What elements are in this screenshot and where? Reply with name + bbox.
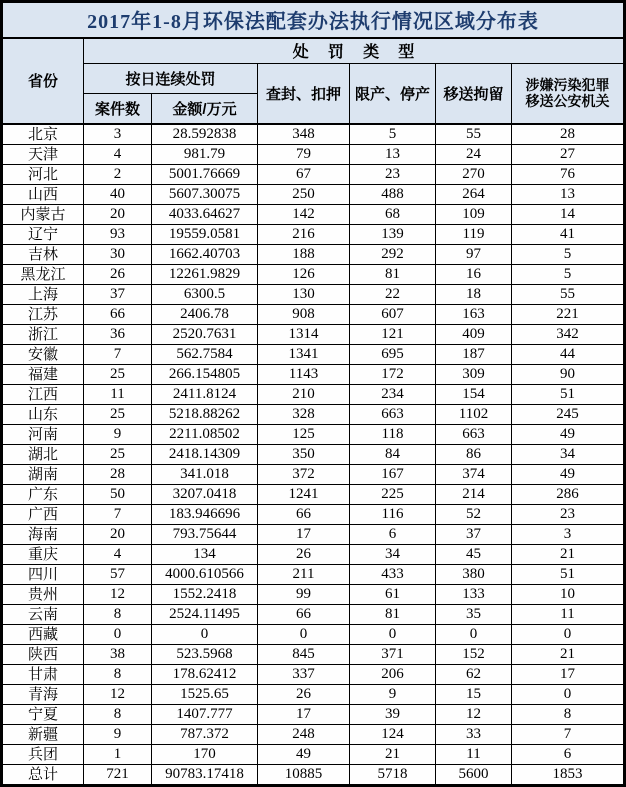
value-cell: 0 [258, 624, 350, 644]
table-row [2, 384, 625, 404]
value-cell: 66 [84, 304, 152, 324]
value-cell: 125 [258, 424, 350, 444]
value-cell: 371 [350, 644, 436, 664]
value-cell: 84 [350, 444, 436, 464]
value-cell: 99 [258, 584, 350, 604]
table-row [2, 124, 625, 145]
table-row [2, 584, 625, 604]
col-header-production-limit: 限产、停产 [350, 64, 436, 124]
province-cell: 安徽 [2, 344, 84, 364]
value-cell: 1314 [258, 324, 350, 344]
value-cell: 97 [436, 244, 512, 264]
value-cell: 5 [350, 124, 436, 145]
value-cell: 20 [84, 204, 152, 224]
value-cell: 49 [512, 464, 625, 484]
value-cell: 225 [350, 484, 436, 504]
value-cell: 787.372 [152, 724, 258, 744]
col-header-cases: 案件数 [84, 94, 152, 124]
value-cell: 118 [350, 424, 436, 444]
value-cell: 119 [436, 224, 512, 244]
province-cell: 山东 [2, 404, 84, 424]
value-cell: 27 [512, 144, 625, 164]
value-cell: 61 [350, 584, 436, 604]
value-cell: 23 [512, 504, 625, 524]
value-cell: 0 [84, 624, 152, 644]
value-cell: 1143 [258, 364, 350, 384]
table-header [2, 2, 625, 124]
value-cell: 28 [512, 124, 625, 145]
col-header-province: 省份 [2, 38, 84, 124]
value-cell: 1552.2418 [152, 584, 258, 604]
table-row [2, 304, 625, 324]
value-cell: 5607.30075 [152, 184, 258, 204]
value-cell: 139 [350, 224, 436, 244]
value-cell: 57 [84, 564, 152, 584]
table-row [2, 144, 625, 164]
value-cell: 12 [436, 704, 512, 724]
value-cell: 374 [436, 464, 512, 484]
value-cell: 10885 [258, 764, 350, 785]
table-row [2, 424, 625, 444]
province-cell: 吉林 [2, 244, 84, 264]
table-row [2, 344, 625, 364]
table-row [2, 184, 625, 204]
value-cell: 2211.08502 [152, 424, 258, 444]
value-cell: 76 [512, 164, 625, 184]
value-cell: 0 [350, 624, 436, 644]
value-cell: 9 [350, 684, 436, 704]
value-cell: 5 [512, 244, 625, 264]
value-cell: 167 [350, 464, 436, 484]
value-cell: 221 [512, 304, 625, 324]
value-cell: 7 [512, 724, 625, 744]
table-row [2, 724, 625, 744]
value-cell: 523.5968 [152, 644, 258, 664]
province-cell: 山西 [2, 184, 84, 204]
col-header-crime-transfer [512, 64, 625, 124]
province-cell: 黑龙江 [2, 264, 84, 284]
value-cell: 12 [84, 684, 152, 704]
value-cell: 35 [436, 604, 512, 624]
value-cell: 66 [258, 604, 350, 624]
province-cell: 总计 [2, 764, 84, 785]
value-cell: 270 [436, 164, 512, 184]
value-cell: 90 [512, 364, 625, 384]
value-cell: 1241 [258, 484, 350, 504]
value-cell: 134 [152, 544, 258, 564]
table-row [2, 564, 625, 584]
value-cell: 981.79 [152, 144, 258, 164]
value-cell: 2406.78 [152, 304, 258, 324]
value-cell: 211 [258, 564, 350, 584]
value-cell: 38 [84, 644, 152, 664]
value-cell: 25 [84, 444, 152, 464]
value-cell: 15 [436, 684, 512, 704]
value-cell: 24 [436, 144, 512, 164]
table-row [2, 604, 625, 624]
value-cell: 9 [84, 724, 152, 744]
province-cell: 北京 [2, 124, 84, 145]
table-row [2, 524, 625, 544]
value-cell: 5600 [436, 764, 512, 785]
value-cell: 11 [512, 604, 625, 624]
value-cell: 49 [512, 424, 625, 444]
value-cell: 116 [350, 504, 436, 524]
value-cell: 3207.0418 [152, 484, 258, 504]
province-cell: 湖北 [2, 444, 84, 464]
province-cell: 青海 [2, 684, 84, 704]
province-cell: 海南 [2, 524, 84, 544]
table-row [2, 244, 625, 264]
value-cell: 67 [258, 164, 350, 184]
value-cell: 286 [512, 484, 625, 504]
value-cell: 11 [436, 744, 512, 764]
province-cell: 天津 [2, 144, 84, 164]
province-cell: 云南 [2, 604, 84, 624]
value-cell: 37 [436, 524, 512, 544]
table-row [2, 744, 625, 764]
value-cell: 2520.7631 [152, 324, 258, 344]
value-cell: 124 [350, 724, 436, 744]
value-cell: 187 [436, 344, 512, 364]
value-cell: 6 [350, 524, 436, 544]
table-row [2, 664, 625, 684]
value-cell: 25 [84, 364, 152, 384]
value-cell: 4 [84, 144, 152, 164]
value-cell: 1102 [436, 404, 512, 424]
value-cell: 55 [436, 124, 512, 145]
value-cell: 34 [350, 544, 436, 564]
province-cell: 西藏 [2, 624, 84, 644]
province-cell: 广东 [2, 484, 84, 504]
value-cell: 51 [512, 564, 625, 584]
value-cell: 19559.0581 [152, 224, 258, 244]
value-cell: 10 [512, 584, 625, 604]
value-cell: 66 [258, 504, 350, 524]
crime-header-line1: 涉嫌污染犯罪 [525, 77, 610, 94]
value-cell: 4033.64627 [152, 204, 258, 224]
value-cell: 348 [258, 124, 350, 145]
value-cell: 28 [84, 464, 152, 484]
value-cell: 214 [436, 484, 512, 504]
value-cell: 1662.40703 [152, 244, 258, 264]
value-cell: 266.154805 [152, 364, 258, 384]
col-group-daily-penalty: 按日连续处罚 [84, 64, 258, 94]
value-cell: 40 [84, 184, 152, 204]
value-cell: 28.592838 [152, 124, 258, 145]
value-cell: 248 [258, 724, 350, 744]
value-cell: 22 [350, 284, 436, 304]
value-cell: 30 [84, 244, 152, 264]
value-cell: 130 [258, 284, 350, 304]
value-cell: 0 [436, 624, 512, 644]
value-cell: 409 [436, 324, 512, 344]
table-row [2, 624, 625, 644]
table-row [2, 484, 625, 504]
value-cell: 0 [512, 624, 625, 644]
value-cell: 6 [512, 744, 625, 764]
value-cell: 2524.11495 [152, 604, 258, 624]
value-cell: 2 [84, 164, 152, 184]
value-cell: 5718 [350, 764, 436, 785]
table-row [2, 464, 625, 484]
value-cell: 12 [84, 584, 152, 604]
value-cell: 52 [436, 504, 512, 524]
table-row [2, 284, 625, 304]
table-row [2, 684, 625, 704]
value-cell: 3 [84, 124, 152, 145]
value-cell: 9 [84, 424, 152, 444]
province-cell: 河南 [2, 424, 84, 444]
value-cell: 121 [350, 324, 436, 344]
value-cell: 86 [436, 444, 512, 464]
value-cell: 4000.610566 [152, 564, 258, 584]
value-cell: 4 [84, 544, 152, 564]
province-cell: 江苏 [2, 304, 84, 324]
value-cell: 41 [512, 224, 625, 244]
value-cell: 26 [258, 684, 350, 704]
value-cell: 488 [350, 184, 436, 204]
punishment-type-label: 处罚类型 [292, 44, 434, 62]
value-cell: 8 [84, 664, 152, 684]
province-cell: 河北 [2, 164, 84, 184]
value-cell: 154 [436, 384, 512, 404]
crime-header-line2: 移送公安机关 [525, 93, 610, 110]
value-cell: 23 [350, 164, 436, 184]
value-cell: 79 [258, 144, 350, 164]
value-cell: 188 [258, 244, 350, 264]
value-cell: 292 [350, 244, 436, 264]
value-cell: 793.75644 [152, 524, 258, 544]
value-cell: 12261.9829 [152, 264, 258, 284]
value-cell: 0 [512, 684, 625, 704]
value-cell: 170 [152, 744, 258, 764]
value-cell: 17 [258, 524, 350, 544]
value-cell: 34 [512, 444, 625, 464]
value-cell: 11 [84, 384, 152, 404]
value-cell: 337 [258, 664, 350, 684]
value-cell: 21 [512, 544, 625, 564]
value-cell: 663 [350, 404, 436, 424]
value-cell: 234 [350, 384, 436, 404]
table-row [2, 224, 625, 244]
table-row [2, 164, 625, 184]
table-row [2, 544, 625, 564]
value-cell: 81 [350, 264, 436, 284]
value-cell: 39 [350, 704, 436, 724]
value-cell: 309 [436, 364, 512, 384]
value-cell: 562.7584 [152, 344, 258, 364]
value-cell: 126 [258, 264, 350, 284]
value-cell: 20 [84, 524, 152, 544]
table-row [2, 504, 625, 524]
value-cell: 93 [84, 224, 152, 244]
value-cell: 245 [512, 404, 625, 424]
value-cell: 50 [84, 484, 152, 504]
province-cell: 辽宁 [2, 224, 84, 244]
table-row [2, 404, 625, 424]
value-cell: 68 [350, 204, 436, 224]
value-cell: 328 [258, 404, 350, 424]
value-cell: 17 [258, 704, 350, 724]
table-row [2, 704, 625, 724]
value-cell: 7 [84, 504, 152, 524]
province-cell: 湖南 [2, 464, 84, 484]
value-cell: 216 [258, 224, 350, 244]
value-cell: 663 [436, 424, 512, 444]
value-cell: 26 [84, 264, 152, 284]
value-cell: 5001.76669 [152, 164, 258, 184]
table-title: 2017年1-8月环保法配套办法执行情况区域分布表 [2, 2, 625, 38]
value-cell: 142 [258, 204, 350, 224]
value-cell: 250 [258, 184, 350, 204]
value-cell: 1853 [512, 764, 625, 785]
table-row [2, 444, 625, 464]
province-cell: 贵州 [2, 584, 84, 604]
col-group-punishment-type [84, 38, 625, 64]
table-row [2, 644, 625, 664]
value-cell: 36 [84, 324, 152, 344]
value-cell: 1341 [258, 344, 350, 364]
value-cell: 1525.65 [152, 684, 258, 704]
value-cell: 2418.14309 [152, 444, 258, 464]
value-cell: 13 [512, 184, 625, 204]
province-cell: 重庆 [2, 544, 84, 564]
value-cell: 21 [512, 644, 625, 664]
col-header-amount: 金额/万元 [152, 94, 258, 124]
table-row [2, 204, 625, 224]
value-cell: 0 [152, 624, 258, 644]
province-cell: 新疆 [2, 724, 84, 744]
value-cell: 721 [84, 764, 152, 785]
table-body [2, 124, 625, 786]
value-cell: 5218.88262 [152, 404, 258, 424]
value-cell: 8 [84, 704, 152, 724]
value-cell: 90783.17418 [152, 764, 258, 785]
value-cell: 26 [258, 544, 350, 564]
value-cell: 25 [84, 404, 152, 424]
province-cell: 宁夏 [2, 704, 84, 724]
value-cell: 341.018 [152, 464, 258, 484]
value-cell: 380 [436, 564, 512, 584]
province-cell: 福建 [2, 364, 84, 384]
value-cell: 51 [512, 384, 625, 404]
value-cell: 8 [84, 604, 152, 624]
province-cell: 兵团 [2, 744, 84, 764]
value-cell: 163 [436, 304, 512, 324]
value-cell: 8 [512, 704, 625, 724]
value-cell: 210 [258, 384, 350, 404]
table-row [2, 364, 625, 384]
value-cell: 6300.5 [152, 284, 258, 304]
value-cell: 62 [436, 664, 512, 684]
value-cell: 16 [436, 264, 512, 284]
province-cell: 内蒙古 [2, 204, 84, 224]
province-cell: 四川 [2, 564, 84, 584]
table-row [2, 324, 625, 344]
value-cell: 372 [258, 464, 350, 484]
value-cell: 33 [436, 724, 512, 744]
value-cell: 172 [350, 364, 436, 384]
value-cell: 109 [436, 204, 512, 224]
table-row [2, 764, 625, 785]
value-cell: 183.946696 [152, 504, 258, 524]
value-cell: 49 [258, 744, 350, 764]
value-cell: 44 [512, 344, 625, 364]
value-cell: 3 [512, 524, 625, 544]
table-row [2, 264, 625, 284]
value-cell: 37 [84, 284, 152, 304]
value-cell: 607 [350, 304, 436, 324]
value-cell: 55 [512, 284, 625, 304]
value-cell: 695 [350, 344, 436, 364]
province-cell: 甘肃 [2, 664, 84, 684]
province-cell: 陕西 [2, 644, 84, 664]
value-cell: 2411.8124 [152, 384, 258, 404]
value-cell: 264 [436, 184, 512, 204]
value-cell: 152 [436, 644, 512, 664]
value-cell: 5 [512, 264, 625, 284]
value-cell: 433 [350, 564, 436, 584]
province-cell: 江西 [2, 384, 84, 404]
province-cell: 上海 [2, 284, 84, 304]
value-cell: 350 [258, 444, 350, 464]
province-cell: 浙江 [2, 324, 84, 344]
value-cell: 845 [258, 644, 350, 664]
value-cell: 206 [350, 664, 436, 684]
value-cell: 7 [84, 344, 152, 364]
col-header-seizure: 查封、扣押 [258, 64, 350, 124]
value-cell: 342 [512, 324, 625, 344]
value-cell: 17 [512, 664, 625, 684]
value-cell: 908 [258, 304, 350, 324]
value-cell: 45 [436, 544, 512, 564]
value-cell: 133 [436, 584, 512, 604]
value-cell: 1 [84, 744, 152, 764]
value-cell: 1407.777 [152, 704, 258, 724]
value-cell: 81 [350, 604, 436, 624]
value-cell: 13 [350, 144, 436, 164]
value-cell: 178.62412 [152, 664, 258, 684]
col-header-detention: 移送拘留 [436, 64, 512, 124]
value-cell: 18 [436, 284, 512, 304]
province-cell: 广西 [2, 504, 84, 524]
value-cell: 14 [512, 204, 625, 224]
value-cell: 21 [350, 744, 436, 764]
